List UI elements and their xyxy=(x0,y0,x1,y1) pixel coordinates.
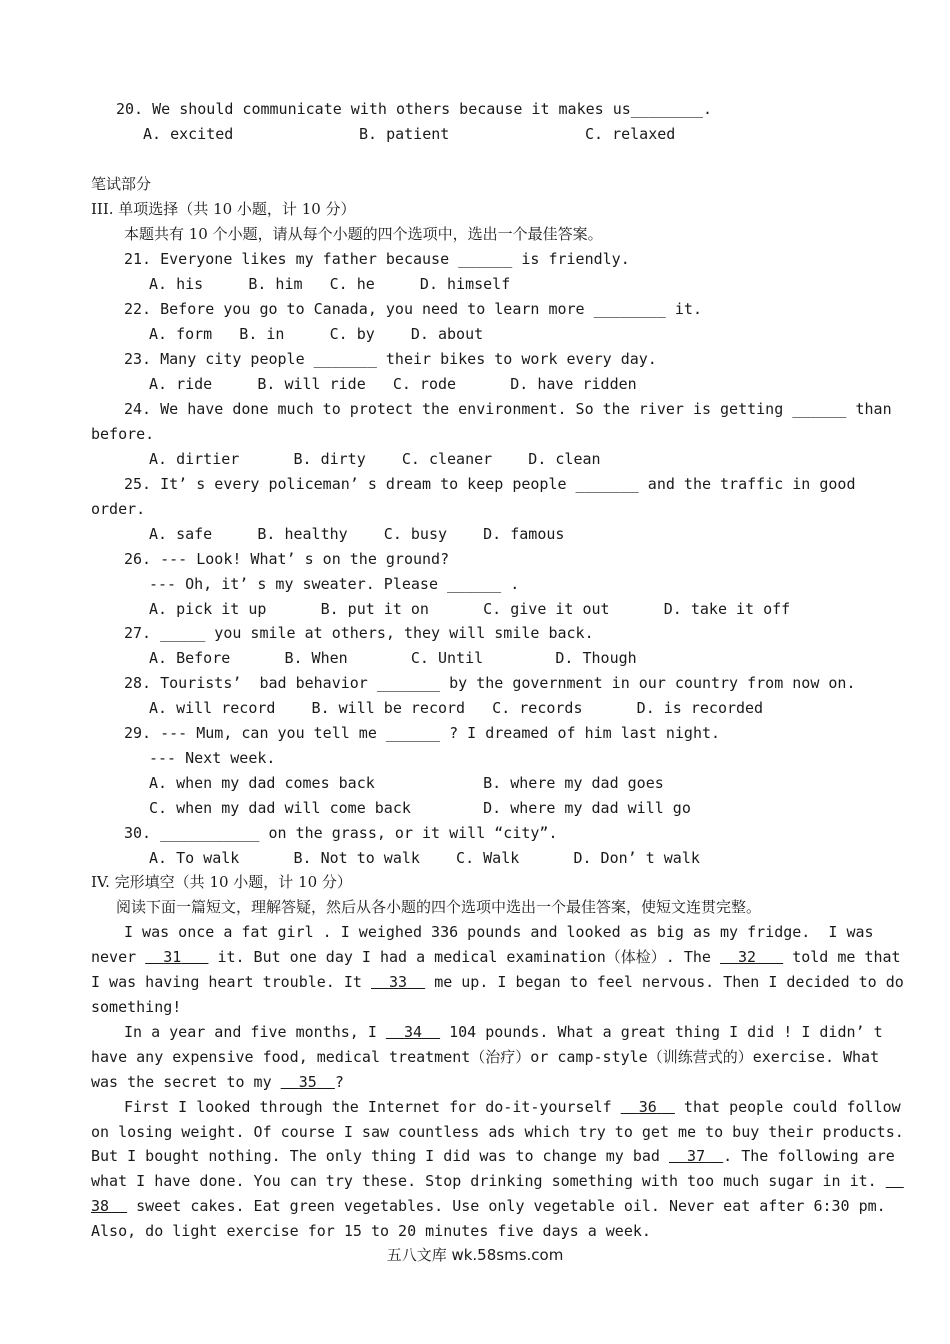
blank-38: 38 xyxy=(91,1197,110,1215)
q20-option-c: C. relaxed xyxy=(585,125,676,143)
q26-stem-cont: --- Oh, it’ s my sweater. Please ______ . xyxy=(149,575,520,593)
q30-stem: 30. ___________ on the grass, or it will “city”. xyxy=(124,824,558,842)
blank-33: 33 xyxy=(389,973,408,991)
q22-stem: 22. Before you go to Canada, you need to learn more ________ it. xyxy=(124,300,702,318)
passage-line: In a year and five months, I 34 104 pounds. What a great thing I did ! I didn’ t xyxy=(124,1023,883,1041)
q24-options: A. dirtier B. dirty C. cleaner D. clean xyxy=(149,450,601,468)
passage-line: what I have done. You can try these. Stop drinking something with too much sugar in it. xyxy=(91,1172,877,1190)
q23-stem: 23. Many city people _______ their bikes to work every day. xyxy=(124,350,657,368)
q24-stem: 24. We have done much to protect the environment. So the river is getting ______ than xyxy=(124,400,892,418)
blank-34: 34 xyxy=(403,1023,423,1041)
q29-stem: 29. --- Mum, can you tell me ______ ? I dreamed of him last night. xyxy=(124,724,721,742)
blank-32: 32 xyxy=(738,948,757,966)
q26-options: A. pick it up B. put it on C. give it out D. take it off xyxy=(149,600,791,618)
footer-watermark: 五八文库 wk.58sms.com xyxy=(386,1246,564,1264)
passage-line: 38 sweet cakes. Eat green vegetables. Use only vegetable oil. Never eat after 6:30 pm. xyxy=(91,1197,886,1215)
passage-line: something! xyxy=(91,998,182,1016)
q20-option-b: B. patient xyxy=(359,125,450,143)
q24-stem-cont: before. xyxy=(91,425,155,443)
q29-options-ab: A. when my dad comes back B. where my dad goes xyxy=(149,774,664,792)
written-section-title: 笔试部分 xyxy=(91,175,152,193)
passage-line: Also, do light exercise for 15 to 20 minutes five days a week. xyxy=(91,1222,651,1240)
q21-options: A. his B. him C. he D. himself xyxy=(149,275,511,293)
passage-line: I was once a fat girl . I weighed 336 pounds and looked as big as my fridge. I was xyxy=(124,923,874,941)
q22-options: A. form B. in C. by D. about xyxy=(149,325,484,343)
q21-stem: 21. Everyone likes my father because ______ is friendly. xyxy=(124,250,630,268)
section-4-title: IV. 完形填空（共 10 小题，计 10 分） xyxy=(91,873,352,891)
q29-stem-cont: --- Next week. xyxy=(149,749,276,767)
passage-line: on losing weight. Of course I saw countless ads which try to get me to buy their products. xyxy=(91,1123,904,1141)
blank-31: 31 xyxy=(163,948,182,966)
q26-stem: 26. --- Look! What’ s on the ground? xyxy=(124,550,450,568)
passage-line: I was having heart trouble. It 33 me up. I began to feel nervous. Then I decided to do xyxy=(91,973,904,991)
q28-options: A. will record B. will be record C. records D. is recorded xyxy=(149,699,764,717)
q28-stem: 28. Tourists’ bad behavior _______ by the government in our country from now on. xyxy=(124,674,856,692)
blank-36: 36 xyxy=(638,1098,657,1116)
passage-line: was the secret to my 35 ? xyxy=(91,1073,344,1091)
q25-stem-cont: order. xyxy=(91,500,146,518)
q27-stem: 27. _____ you smile at others, they will smile back. xyxy=(124,624,594,642)
passage-line: But I bought nothing. The only thing I did was to change my bad 37 . The following are xyxy=(91,1147,895,1165)
q29-options-cd: C. when my dad will come back D. where my dad will go xyxy=(149,799,691,817)
blank-35: 35 xyxy=(298,1073,317,1091)
q20-stem: 20. We should communicate with others because it makes us________. xyxy=(116,100,713,118)
q27-options: A. Before B. When C. Until D. Though xyxy=(149,649,637,667)
passage-line: never 31 it. But one day I had a medical examination（体检）. The 32 told me that xyxy=(91,948,901,966)
q25-options: A. safe B. healthy C. busy D. famous xyxy=(149,525,565,543)
passage-line: have any expensive food, medical treatment（治疗）or camp-style（训练营式的）exercise. What xyxy=(91,1048,880,1066)
blank-37: 37 xyxy=(687,1147,706,1165)
q25-stem: 25. It’ s every policeman’ s dream to keep people _______ and the traffic in good xyxy=(124,475,856,493)
q23-options: A. ride B. will ride C. rode D. have ridden xyxy=(149,375,637,393)
section-4-instructions: 阅读下面一篇短文，理解答疑，然后从各小题的四个选项中选出一个最佳答案，使短文连贯完整。 xyxy=(116,898,762,916)
q30-options: A. To walk B. Not to walk C. Walk D. Don’ t walk xyxy=(149,849,700,867)
passage-line: First I looked through the Internet for do-it-yourself 36 that people could follow xyxy=(124,1098,901,1116)
section-3-instructions: 本题共有 10 个小题，请从每个小题的四个选项中，选出一个最佳答案。 xyxy=(124,225,603,243)
q20-option-a: A. excited xyxy=(143,125,234,143)
section-3-title: III. 单项选择（共 10 小题，计 10 分） xyxy=(91,200,356,218)
